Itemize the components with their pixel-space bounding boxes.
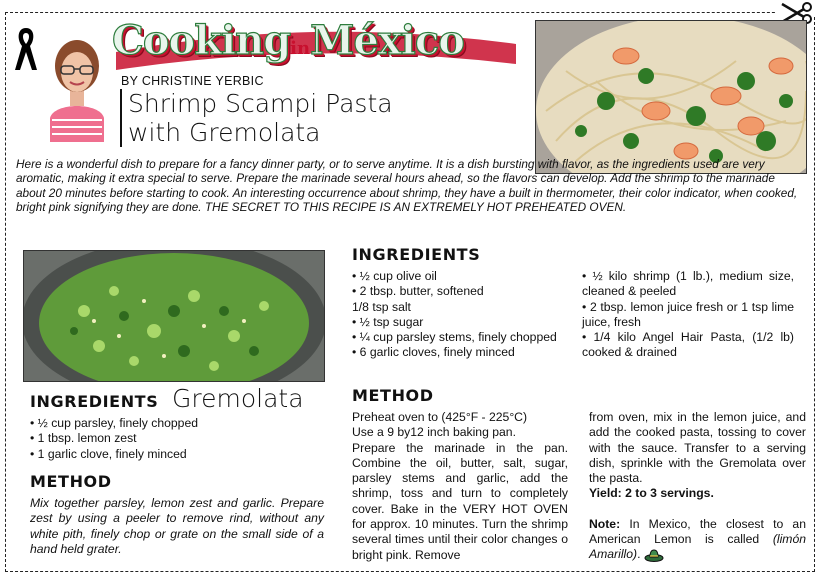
logo-mexico: México <box>310 17 464 64</box>
intro-paragraph: Here is a wonderful dish to prepare for a fancy dinner party, or to serve anytime. It is a dish bursting with flavor, as the ingredients used are very aromatic, making it extra special to serve. Prepare the marinade several hours ahead, so the flavors can develop. Add the shrimp to the marinade about 20 minutes before starting to cook. An interesting occurrence about shrimp, they have a built in thermometer, their color indicator, when cooked, bright pink signifying they are done. THE SECRET TO THIS RECIPE IS AN EXTREMELY HOT PREHEATED OVEN. <box>16 157 798 215</box>
logo-cooking: Cooking <box>112 17 291 64</box>
list-item: • 6 garlic cloves, finely minced <box>352 345 515 360</box>
list-item: • ½ cup parsley, finely chopped <box>30 416 330 431</box>
method-line: Preheat oven to (425°F - 225°C) <box>352 410 528 424</box>
title-line-1: Shrimp Scampi Pasta <box>128 89 393 118</box>
list-item: • 2 tbsp. butter, softened <box>352 284 484 299</box>
ingredients-heading: INGREDIENTS <box>352 245 481 264</box>
ribbon-icon <box>13 26 39 72</box>
list-item: • 2 tbsp. lemon juice fresh or 1 tsp lime juice, fresh <box>582 299 794 329</box>
note: Note: In Mexico, the closest to an American Lemon is called (limón Amarillo). <box>589 516 806 562</box>
sombrero-icon <box>644 548 664 562</box>
gremolata-ingredients <box>30 416 330 462</box>
gremolata-title: Gremolata <box>172 384 304 413</box>
recipe-title <box>120 89 538 147</box>
method-text-2 <box>589 410 806 563</box>
method-text-1 <box>352 410 568 563</box>
list-item: 1/8 tsp salt <box>352 299 411 314</box>
cooking-in-mexico-logo <box>112 14 522 72</box>
gremolata-ingredients-heading: INGREDIENTS <box>30 392 159 411</box>
list-item: • ½ cup olive oil <box>352 269 437 283</box>
title-line-2: with Gremolata <box>128 118 321 147</box>
gremolata-photo <box>23 250 325 382</box>
list-item: • 1 tbsp. lemon zest <box>30 431 330 446</box>
gremolata-method-heading: METHOD <box>30 472 112 491</box>
shrimp-pasta-photo <box>535 20 807 174</box>
method-continued: from oven, mix in the lemon juice, and add the cooked pasta, tossing to cover with the sauce. Transfer to a serving dish, sprinkle with the Gremolata over the pasta. <box>589 410 806 486</box>
list-item: • ¼ cup parsley stems, finely chopped <box>352 330 557 345</box>
method-paragraph: Prepare the marinade in the pan. Combine the oil, butter, salt, sugar, parsley stems and garlic, add the shrimp, toss and turn to completely cover. Bake in the VERY HOT OVEN for approx. 10 minutes. Turn the shrimp several times until their color changes o bright pink. Remove <box>352 440 568 562</box>
ingredients-list-2 <box>582 269 794 361</box>
ingredients-list-1 <box>352 269 564 361</box>
list-item: • ½ kilo shrimp (1 lb.), medium size, cleaned & peeled <box>582 269 794 299</box>
method-line: Use a 9 by12 inch baking pan. <box>352 425 516 440</box>
note-label: Note: <box>589 516 621 531</box>
author-photo <box>44 32 110 142</box>
logo-in: in <box>290 38 311 59</box>
list-item: • ½ tsp sugar <box>352 314 424 329</box>
list-item: • 1 garlic clove, finely minced <box>30 447 330 462</box>
gremolata-method-text: Mix together parsley, lemon zest and garlic. Prepare zest by using a peeler to remove rind, without any white pith, finely chop or grate on the small side of a hand held grater. <box>30 496 324 556</box>
yield: Yield: 2 to 3 servings. <box>589 486 714 501</box>
list-item: • 1/4 kilo Angel Hair Pasta, (1/2 lb) cooked & drained <box>582 330 794 360</box>
byline: BY CHRISTINE YERBIC <box>121 74 264 88</box>
method-heading: METHOD <box>352 386 434 405</box>
